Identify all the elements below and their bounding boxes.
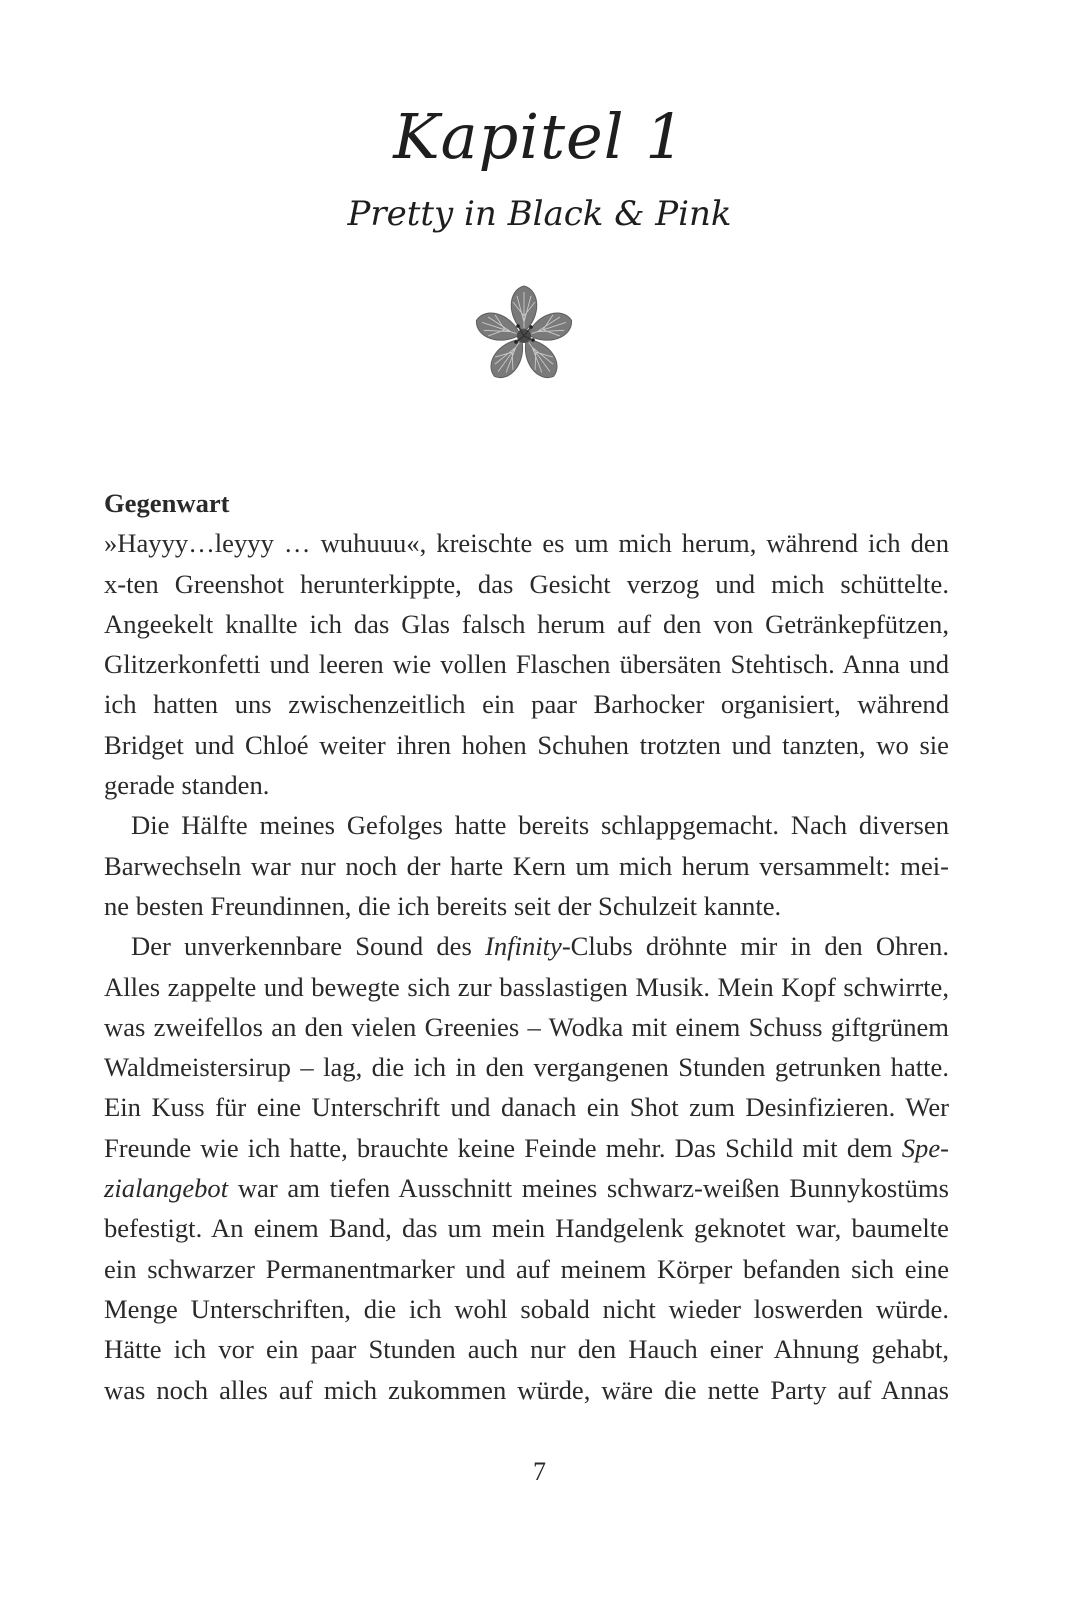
text-line: Bridget und Chloé weiter ihren hohen Schuhen trotzten und tanzten, wo sie (104, 729, 949, 760)
text-line: Waldmeistersirup – lag, die ich in den vergangenen Stunden getrunken hatte. (104, 1052, 949, 1083)
text-segment: -Clubs dröhnte mir in den Ohren. (561, 931, 949, 962)
text-line: ne besten Freundinnen, die ich bereits seit der Schulzeit kannte. (104, 890, 782, 921)
text-line: Ein Kuss für eine Unterschrift und danach ein Shot zum Desinfizieren. Wer (104, 1092, 949, 1123)
body-text (104, 483, 949, 1410)
text-line: was noch alles auf mich zukommen würde, wäre die nette Party auf Annas (104, 1374, 949, 1405)
text-line: ich hatten uns zwischenzeitlich ein paar Barhocker organisiert, während (104, 689, 949, 720)
text-segment: Der unverkennbare Sound des (131, 931, 486, 962)
text-line: Glitzerkonfetti und leeren wie vollen Flaschen übersäten Stehtisch. Anna und (104, 649, 949, 680)
italic-term: zialangebot (104, 1173, 229, 1204)
section-heading: Gegenwart (104, 488, 230, 518)
text-line: Angeekelt knallte ich das Glas falsch herum auf den von Getränkepfützen, (104, 608, 949, 639)
text-line: Menge Unterschriften, die ich wohl sobald nicht wieder loswerden würde. (104, 1293, 949, 1324)
page-number: 7 (533, 1457, 546, 1486)
text-line: Barwechseln war nur noch der harte Kern um mich herum versammelt: mei- (104, 850, 949, 881)
text-line: gerade standen. (104, 770, 270, 801)
hibiscus-flower-icon (470, 282, 578, 390)
text-line: ein schwarzer Permanentmarker und auf meinem Körper befanden sich eine (104, 1253, 949, 1284)
text-line: Hätte ich vor ein paar Stunden auch nur den Hauch einer Ahnung gehabt, (104, 1334, 949, 1365)
chapter-title: Kapitel 1 (393, 100, 686, 173)
text-line (104, 1128, 949, 1168)
club-name: Infinity (485, 931, 562, 962)
text-line: Die Hälfte meines Gefolges hatte bereits schlappgemacht. Nach diversen (131, 810, 949, 841)
text-segment: Freunde wie ich hatte, brauchte keine Feinde mehr. Das Schild mit dem (104, 1132, 902, 1163)
text-line (104, 926, 949, 966)
text-line: x-ten Greenshot herunterkippte, das Gesicht verzog und mich schüttelte. (104, 568, 949, 599)
italic-term: Spe- (901, 1132, 949, 1163)
text-line: befestigt. An einem Band, das um mein Handgelenk geknotet war, baumelte (104, 1213, 949, 1244)
text-line: »Hayyy…leyyy … wuhuuu«, kreischte es um mich herum, während ich den (104, 528, 949, 559)
text-line (104, 1168, 949, 1208)
text-line: Alles zappelte und bewegte sich zur basslastigen Musik. Mein Kopf schwirrte, (104, 971, 949, 1002)
text-segment: war am tiefen Ausschnitt meines schwarz-weißen Bunnykostüms (228, 1173, 949, 1204)
chapter-subtitle: Pretty in Black & Pink (347, 194, 732, 234)
text-line: was zweifellos an den vielen Greenies – Wodka mit einem Schuss giftgrünem (104, 1011, 949, 1042)
